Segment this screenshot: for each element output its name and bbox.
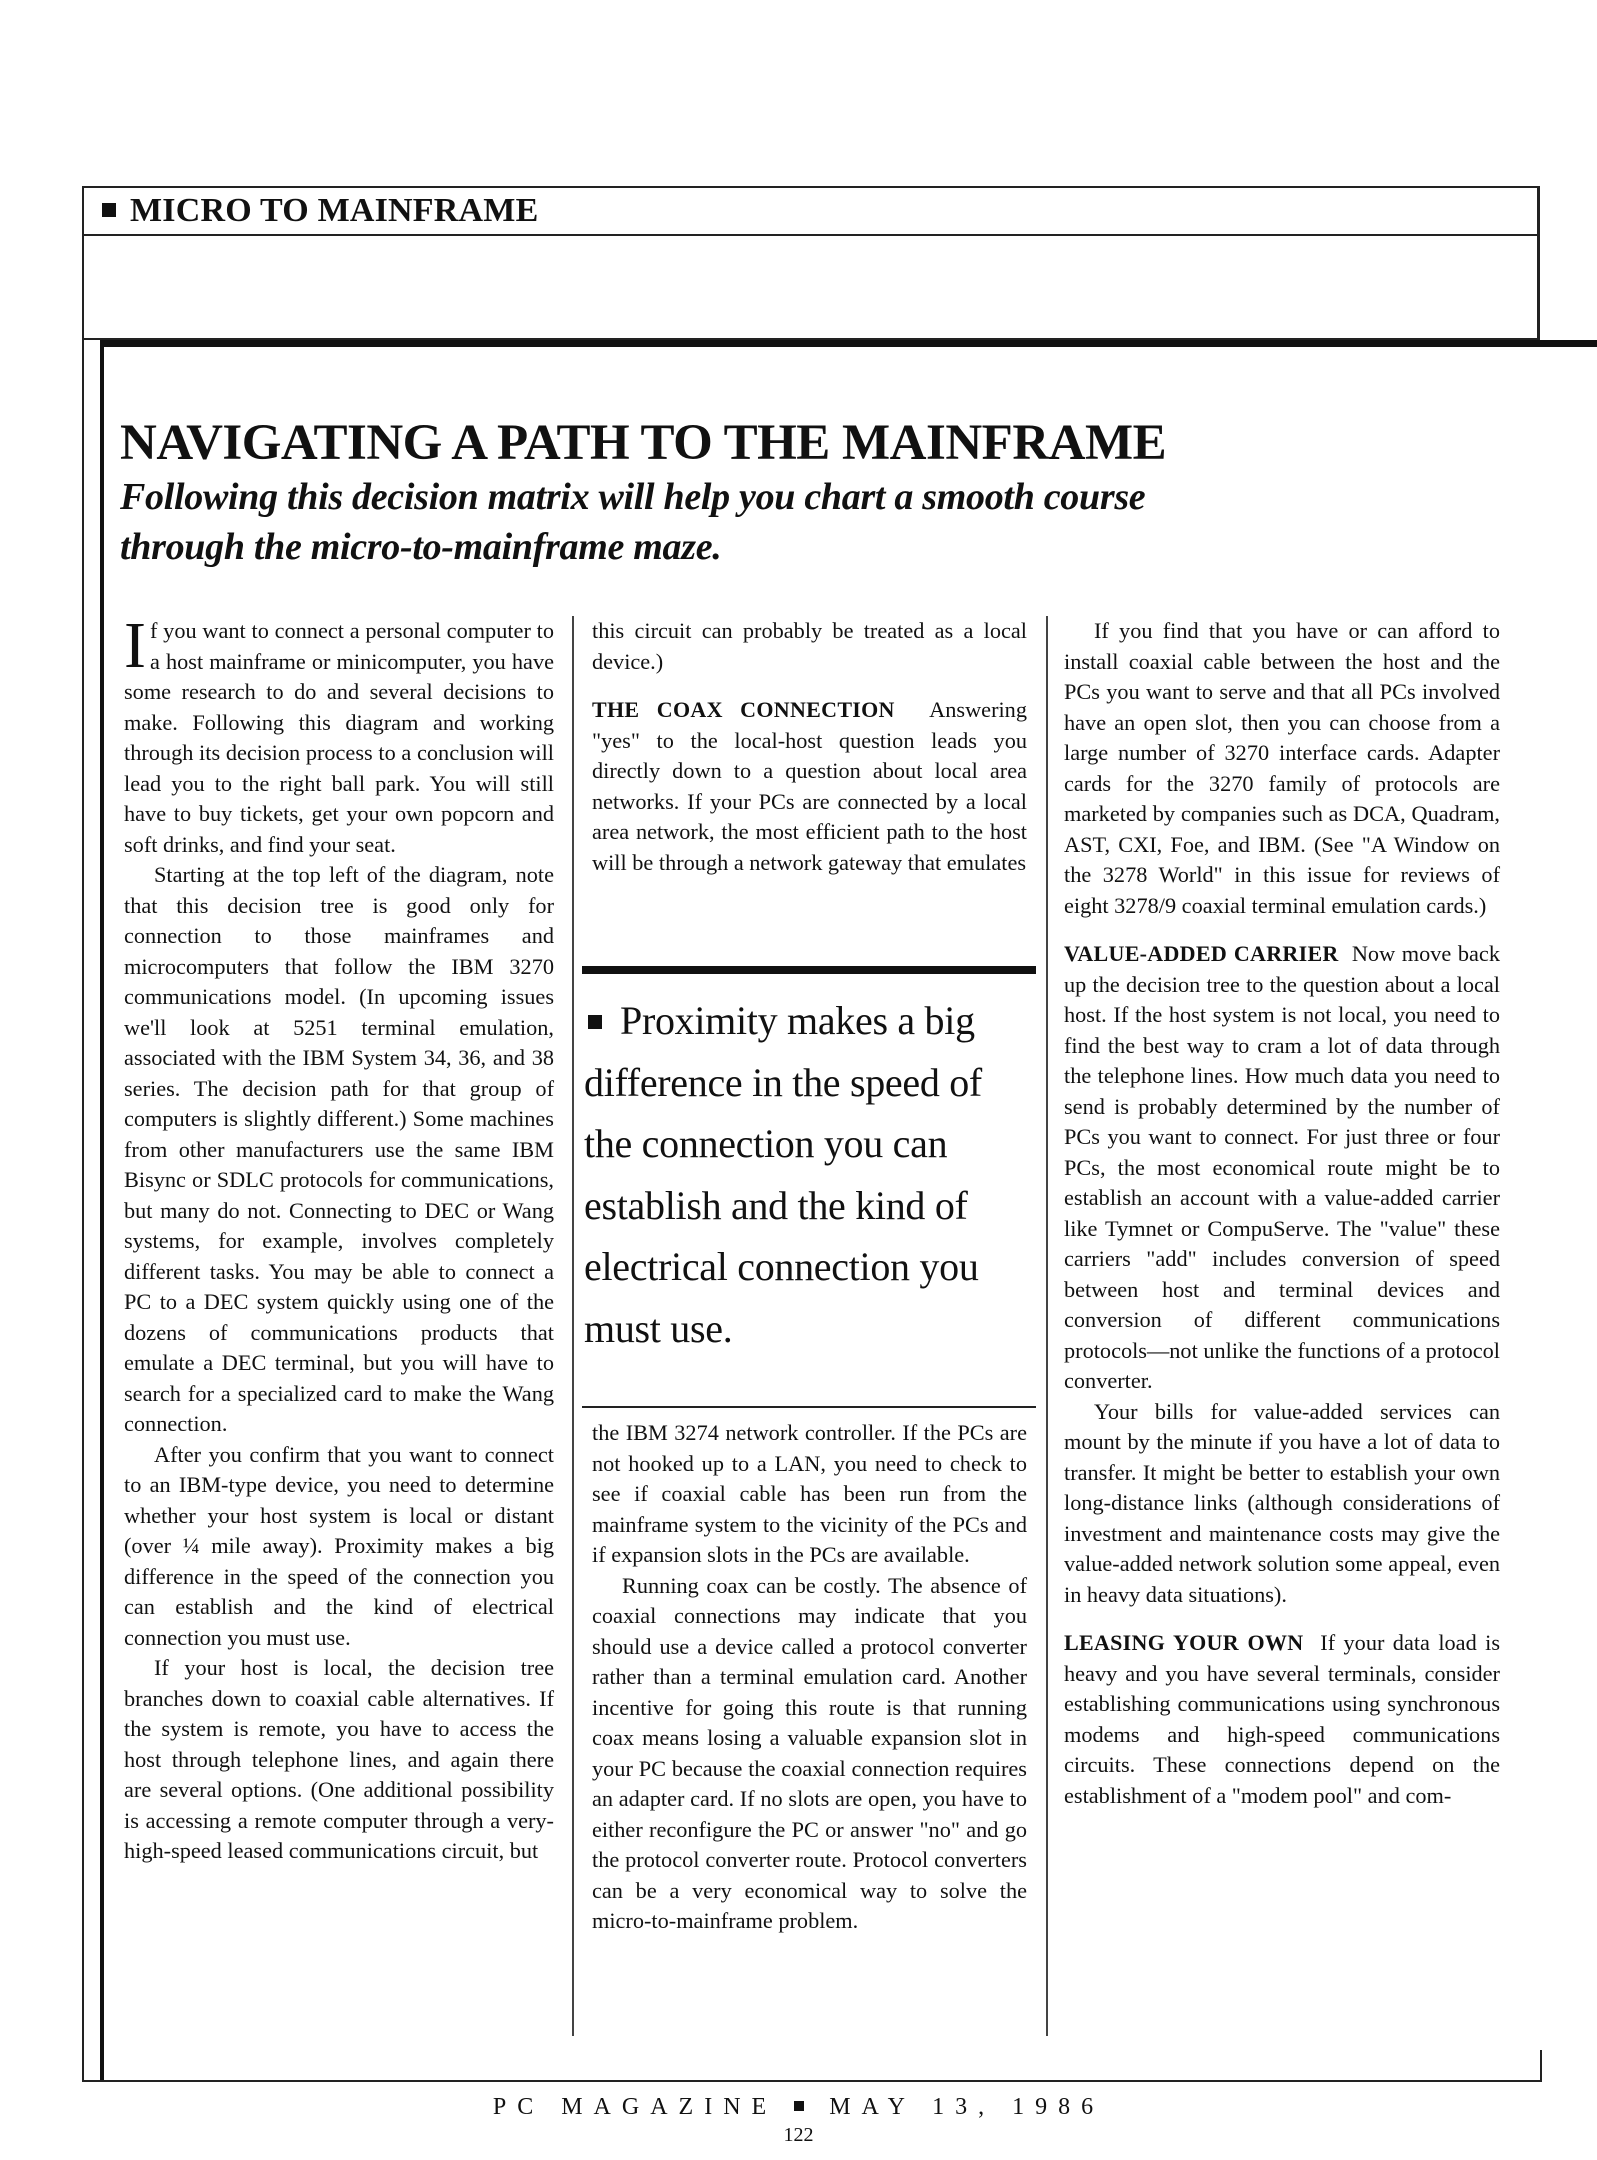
article-column-2-bottom — [592, 1418, 1027, 1937]
pullquote-top-rule — [582, 966, 1036, 974]
article-outer-left-rule — [82, 340, 84, 2082]
section-label: MICRO TO MAINFRAME — [130, 192, 539, 229]
drop-cap: I — [124, 609, 146, 682]
paragraph: Starting at the top left of the diagram, note that this decision tree is good only for connection to those mainframes and microcomputers that follow the IBM 3270 communications model. (In upcoming issues we'll look at 5251 terminal emulation, associated with the IBM System 34, 36, and 38 series. The decision path for that group of computers is slightly different.) Some machines from other manufacturers use the same IBM Bisync or SDLC protocols for communications, but many do not. Connecting to DEC or Wang systems, for example, involves completely different tasks. You may be able to connect a PC to a DEC system quickly using one of the dozens of communications products that emulate a DEC terminal, but you will have to search for a specialized card to make the Wang connection. — [124, 862, 554, 1436]
paragraph: If you want to connect a personal computer to a host mainframe or minicomputer, you have some research to do and several decisions to make. Following this diagram and working through its decision process to a conclusion will lead you to the right ball park. You will still have to buy tickets, get your own popcorn and soft drinks, and find your seat. — [124, 609, 554, 857]
paragraph: If you find that you have or can afford to install coaxial cable between the host and the PCs you want to serve and that all PCs involved have an open slot, then you can choose from a large number of 3270 interface cards. Adapter cards for the 3270 family of protocols are marketed by companies such as DCA, Quadram, AST, CXI, Foe, and IBM. (See "A Window on the 3278 World" in this issue for reviews of eight 3278/9 coaxial terminal emulation cards.) — [1064, 618, 1500, 918]
paragraph: VALUE-ADDED CARRIER Now move back up the decision tree to the question about a local host. If the host system is not local, you need to find the best way to cram a lot of data through the telephone lines. How much data you need to send is probably determined by the number of PCs you want to connect. For just three or four PCs, the most economical route might be to establish an account with a value-added carrier like Tymnet or CompuServe. The "value" these carriers "add" includes conversion of speed between host and terminal devices and conversion of different communications protocols—not unlike the functions of a protocol converter. — [1064, 941, 1500, 1393]
column-rule-1 — [572, 616, 574, 2036]
paragraph: If your host is local, the decision tree branches down to coaxial cable alternatives. If the system is remote, you have to access the host through telephone lines, and again there are several options. (One additional possibility is accessing a remote computer through a very-high-speed leased communications circuit, but — [124, 1655, 554, 1863]
article-title: NAVIGATING A PATH TO THE MAINFRAME — [120, 415, 1167, 472]
pullquote-bottom-rule — [582, 1406, 1036, 1408]
column-rule-2 — [1046, 616, 1048, 2036]
article-bottom-rule — [82, 2080, 1542, 2082]
paragraph: the IBM 3274 network controller. If the PCs are not hooked up to a LAN, you need to check to see if coaxial cable has been run from the mainframe system to the vicinity of the PCs and if expansion slots in the PCs are available. — [592, 1420, 1027, 1567]
bullet-square-icon — [102, 203, 116, 217]
article-deck: Following this decision matrix will help you chart a smooth course through the micro-to-mainframe maze. — [120, 476, 1146, 568]
bullet-square-icon — [794, 2101, 804, 2111]
section-header-row — [84, 188, 1537, 236]
pullquote: Proximity makes a big difference in the speed of the connection you can establish and the kind of electrical connection you must use. — [584, 998, 982, 1351]
subhead-value-added-carrier: VALUE-ADDED CARRIER — [1064, 941, 1339, 966]
paragraph: this circuit can probably be treated as a local device.) — [592, 618, 1027, 674]
paragraph: Your bills for value-added services can mount by the minute if you have a lot of data to transfer. It might be better to establish your own long-distance links (although considerations of investment and maintenance costs may give the value-added network solution some appeal, even in heavy data situations). — [1064, 1398, 1500, 1607]
article-right-rule — [1540, 2050, 1542, 2082]
paragraph: THE COAX CONNECTION Answering "yes" to the local-host question leads you directly down to a question about local area networks. If your PCs are connected by a local area network, the most efficient path to the host will be through a network gateway that emulates — [592, 697, 1027, 875]
article-left-rule — [100, 340, 104, 2080]
paragraph: After you confirm that you want to connect to an IBM-type device, you need to determine whether your host system is local or distant (over ¼ mile away). Proximity makes a big difference in the speed of the connection you can establish and the kind of electrical connection you must use. — [124, 1441, 554, 1650]
article-top-rule — [100, 340, 1597, 347]
article-column-1 — [124, 609, 554, 1867]
paragraph: Running coax can be costly. The absence of coaxial connections may indicate that you should use a device called a protocol converter rather than a terminal emulation card. Another incentive for going this route is that running coax means losing a valuable expansion slot in your PC because the coaxial connection requires an adapter card. If no slots are open, you have to either reconfigure the PC or answer "no" and go the protocol converter route. Protocol converters can be a very economical way to solve the micro-to-mainframe problem. — [592, 1572, 1027, 1933]
magazine-name: PC MAGAZINE — [492, 2094, 778, 2120]
bullet-square-icon — [588, 1015, 602, 1029]
section-header-box — [82, 186, 1540, 340]
subhead-coax-connection: THE COAX CONNECTION — [592, 697, 895, 722]
subhead-leasing-your-own: LEASING YOUR OWN — [1064, 1630, 1304, 1655]
article-column-2-top — [592, 616, 1027, 878]
paragraph: LEASING YOUR OWN If your data load is heavy and you have several terminals, consider establishing communications using synchronous modems and high-speed communications circuits. These connections depend on the establishment of a "modem pool" and com- — [1064, 1630, 1500, 1808]
page-footer — [0, 2094, 1597, 2121]
issue-date: MAY 13, 1986 — [829, 2094, 1105, 2120]
page-number: 122 — [783, 2124, 814, 2146]
article-column-3 — [1064, 616, 1500, 1811]
